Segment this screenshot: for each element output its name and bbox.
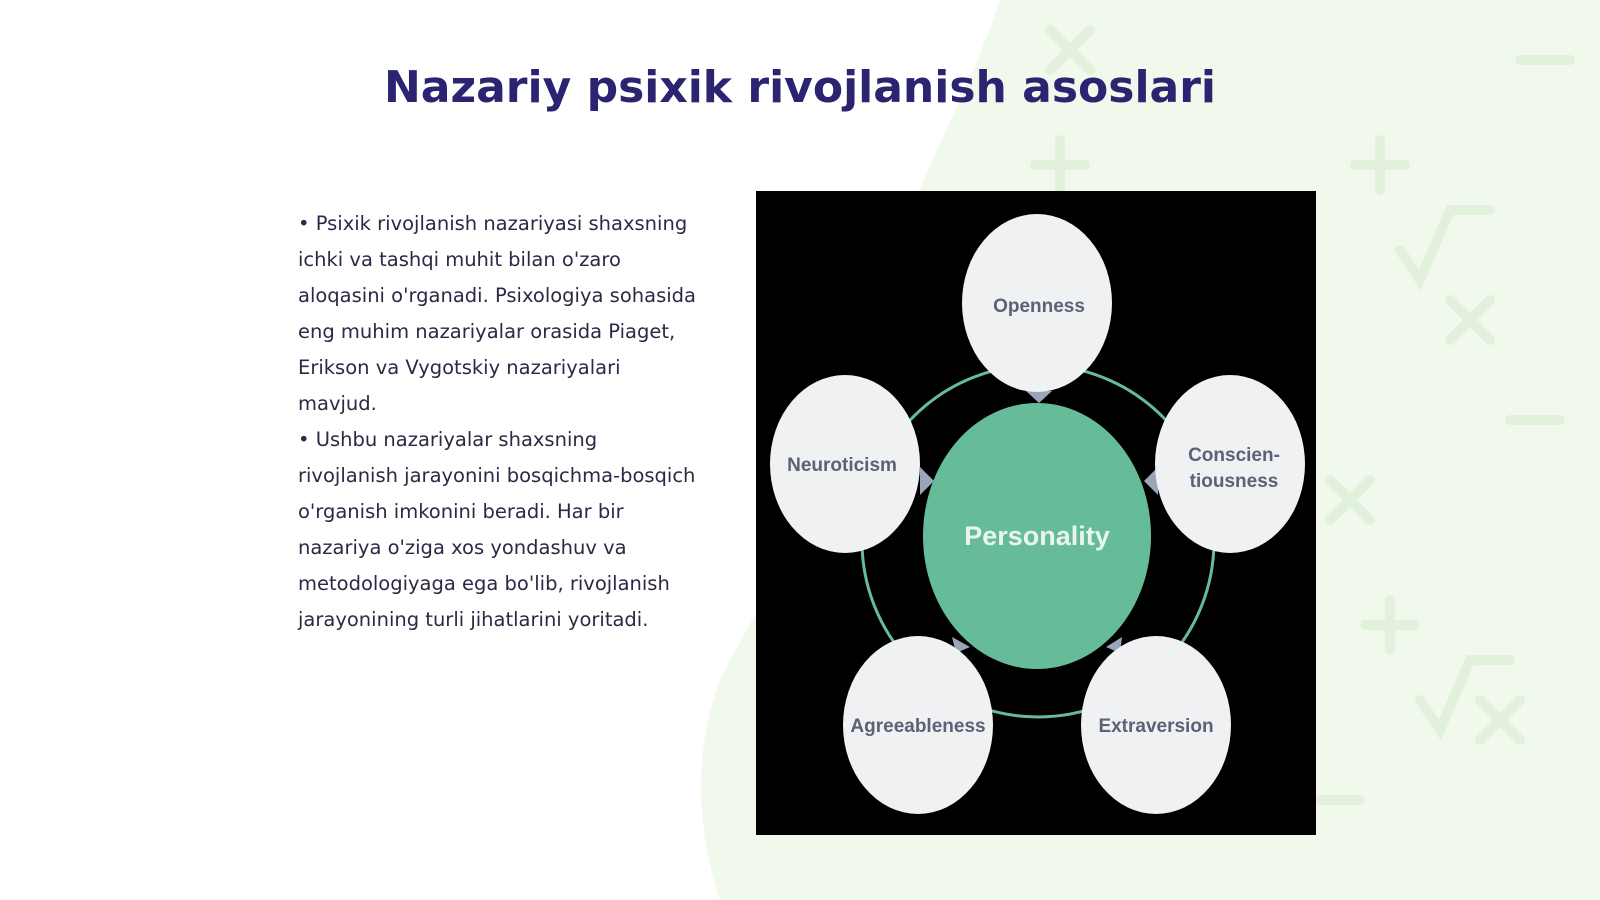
node-label-extraversion: Extraversion <box>1098 716 1214 737</box>
center-label: Personality <box>964 521 1110 551</box>
body-paragraph-2: • Ushbu nazariyalar shaxsning rivojlanish jarayonini bosqichma-bosqich o'rganish imkonini beradi. Har bir nazariya o'ziga xos yondashuv va metodologiyaga ega bo'lib, rivojlanish jarayonining turli jihatlarini yoritadi. <box>298 428 696 631</box>
personality-diagram <box>756 191 1316 835</box>
node-label-neuroticism: Neuroticism <box>787 455 897 476</box>
arrow-openness <box>1026 391 1052 403</box>
node-label-agreeableness: Agreeableness <box>850 716 986 737</box>
node-label-conscientiousness-line1: Conscien- <box>1188 445 1280 466</box>
slide-body-text <box>298 206 698 638</box>
body-paragraph-1: • Psixik rivojlanish nazariyasi shaxsning ichki va tashqi muhit bilan o'zaro aloqasini o'rganadi. Psixologiya sohasida eng muhim nazariyalar orasida Piaget, Erikson va Vygotskiy nazariyalari mavjud. <box>298 212 696 415</box>
slide-title: Nazariy psixik rivojlanish asoslari <box>383 62 1217 113</box>
node-label-openness: Openness <box>993 296 1085 317</box>
node-label-conscientiousness-line2: tiousness <box>1189 471 1279 492</box>
